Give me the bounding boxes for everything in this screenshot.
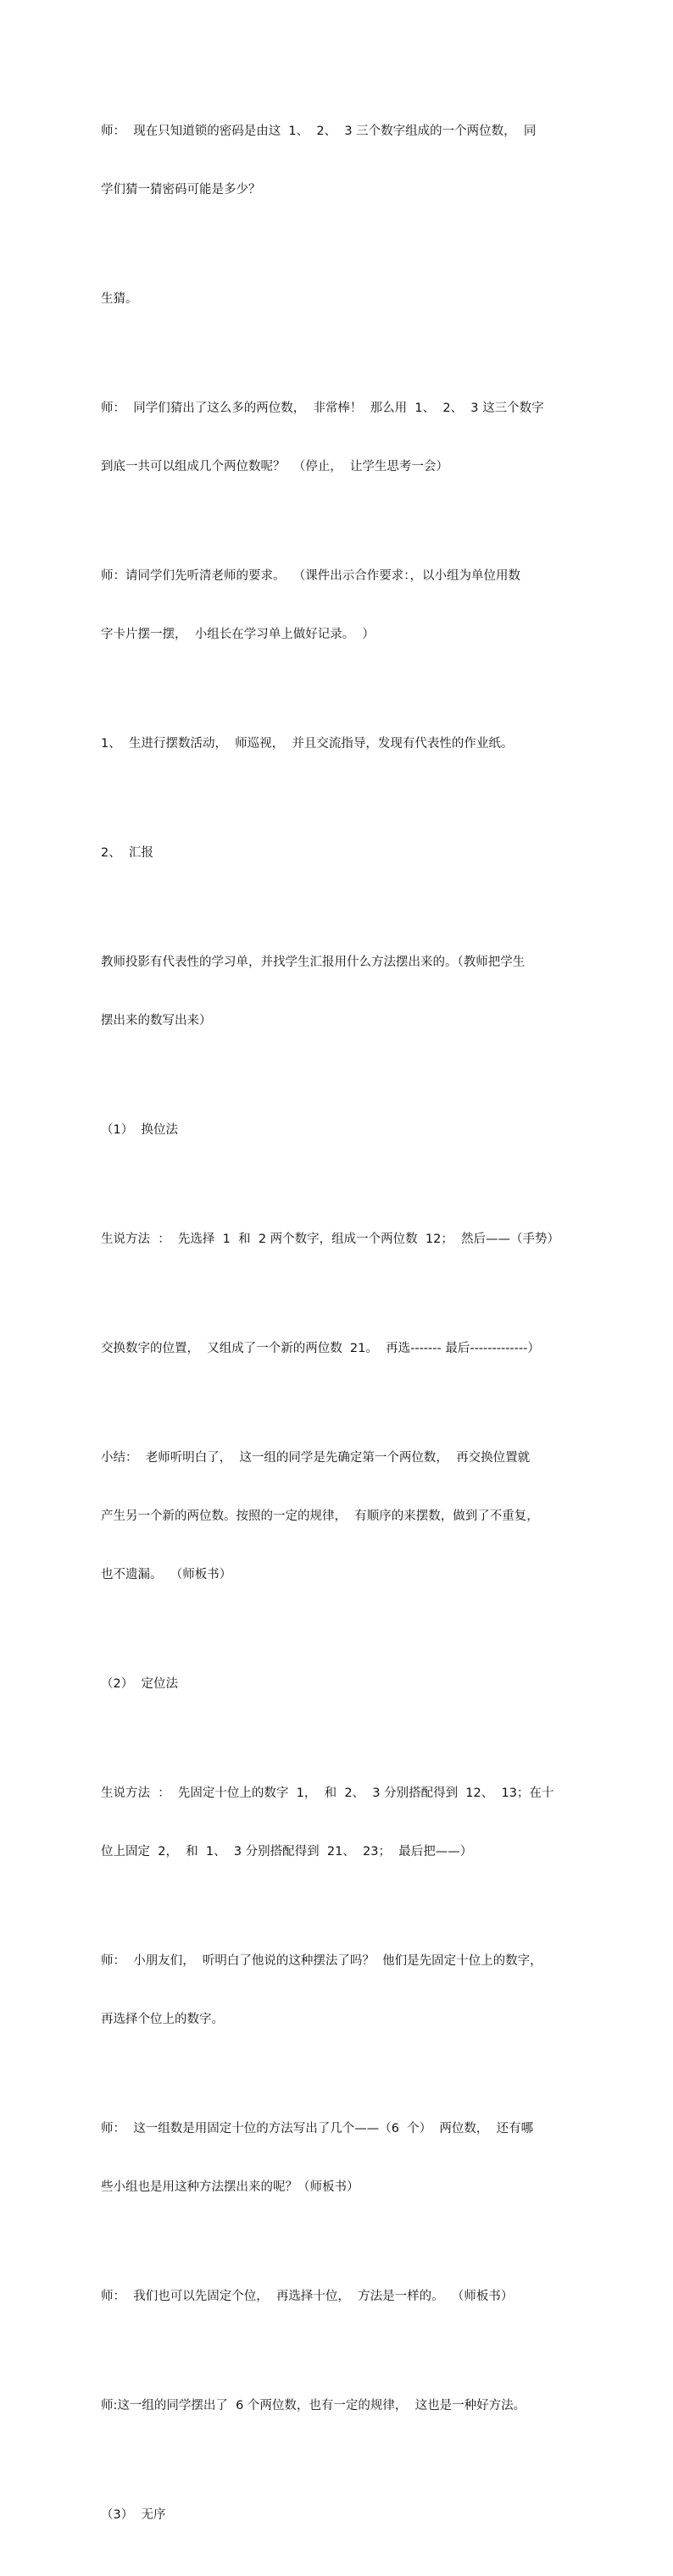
paragraph-17 [101,2357,576,2455]
text-line: 师： 同学们猜出了这么多的两位数， 非常棒！ 那么用 1、 2、 3 这三个数字 [101,402,544,415]
paragraph-3 [101,360,576,516]
text-line: 也不遗漏。 （师板书） [101,1568,232,1582]
paragraph-4 [101,528,576,684]
paragraph-15 [101,2080,576,2236]
text-line: 师：请同学们先听清老师的要求。 （课件出示合作要求：，以小组为单位用数 [101,569,520,583]
paragraph-16 [101,2248,576,2346]
paragraph-14 [101,1913,576,2069]
paragraph-11 [101,1410,576,1624]
paragraph-13 [101,1745,576,1901]
text-line: 师:这一组的同学摆出了 6 个两位数，也有一定的规律， 这也是一种好方法。 [101,2399,526,2413]
paragraph-6 [101,805,576,902]
text-line: 2、 汇报 [101,846,153,860]
text-line: 位上固定 2， 和 1、 3 分别搭配得到 21、 23； 最后把——） [101,1845,473,1859]
text-line: 再选择个位上的数字。 [101,2013,224,2026]
paragraph-5 [101,695,576,793]
text-line: 1、 生进行摆数活动， 师巡视， 并且交流指导，发现有代表性的作业纸。 [101,737,514,751]
text-line: 交换数字的位置， 又组成了一个新的两位数 21。 再选------- 最后-------------） [101,1342,540,1355]
text-line: 小结： 老师听明白了， 这一组的同学是先确定第一个两位数， 再交换位置就 [101,1451,531,1465]
paragraph-12 [101,1636,576,1733]
text-line: 教师投影有代表性的学习单，并找学生汇报用什么方法摆出来的。（教师把学生 [101,956,526,969]
text-line: （2） 定位法 [101,1677,178,1691]
document-body [101,83,576,2576]
paragraph-9 [101,1191,576,1288]
text-line: 师： 我们也可以先固定个位， 再选择十位， 方法是一样的。 （师板书） [101,2290,514,2303]
text-line: 师： 现在只知道锁的密码是由这 1、 2、 3 三个数字组成的一个两位数， 同 [101,125,537,138]
text-line: 师： 这一组数是用固定十位的方法写出了几个——（6 个） 两位数， 还有哪 [101,2122,534,2136]
text-line: 生猜。 [101,292,138,306]
text-line: （3） 无序 [101,2508,166,2522]
text-line: 到底一共可以组成几个两位数呢？ （停止， 让学生思考一会） [101,460,448,474]
paragraph-2 [101,251,576,348]
text-line: 字卡片摆一摆， 小组长在学习单上做好记录。 ） [101,628,375,641]
text-line: 摆出来的数写出来） [101,1014,212,1028]
paragraph-8 [101,1082,576,1179]
paragraph-7 [101,914,576,1070]
text-line: 些小组也是用这种方法摆出来的呢？（师板书） [101,2180,359,2194]
text-line: 产生另一个新的两位数。按照的一定的规律， 有顺序的来摆数，做到了不重复， [101,1510,539,1523]
paragraph-1 [101,83,576,239]
text-line: 生说方法 ： 先选择 1 和 2 两个数字，组成一个两位数 12； 然后——（手势） [101,1233,560,1246]
text-line: 师： 小朋友们， 听明白了他说的这种摆法了吗？ 他们是先固定十位上的数字， [101,1954,542,1968]
text-line: 学们猜一猜密码可能是多少？ [101,183,261,197]
text-line: 生说方法 ： 先固定十位上的数字 1， 和 2、 3 分别搭配得到 12、 13；在十 [101,1787,554,1800]
paragraph-10 [101,1300,576,1398]
text-line: （1） 换位法 [101,1123,178,1137]
paragraph-18 [101,2467,576,2564]
